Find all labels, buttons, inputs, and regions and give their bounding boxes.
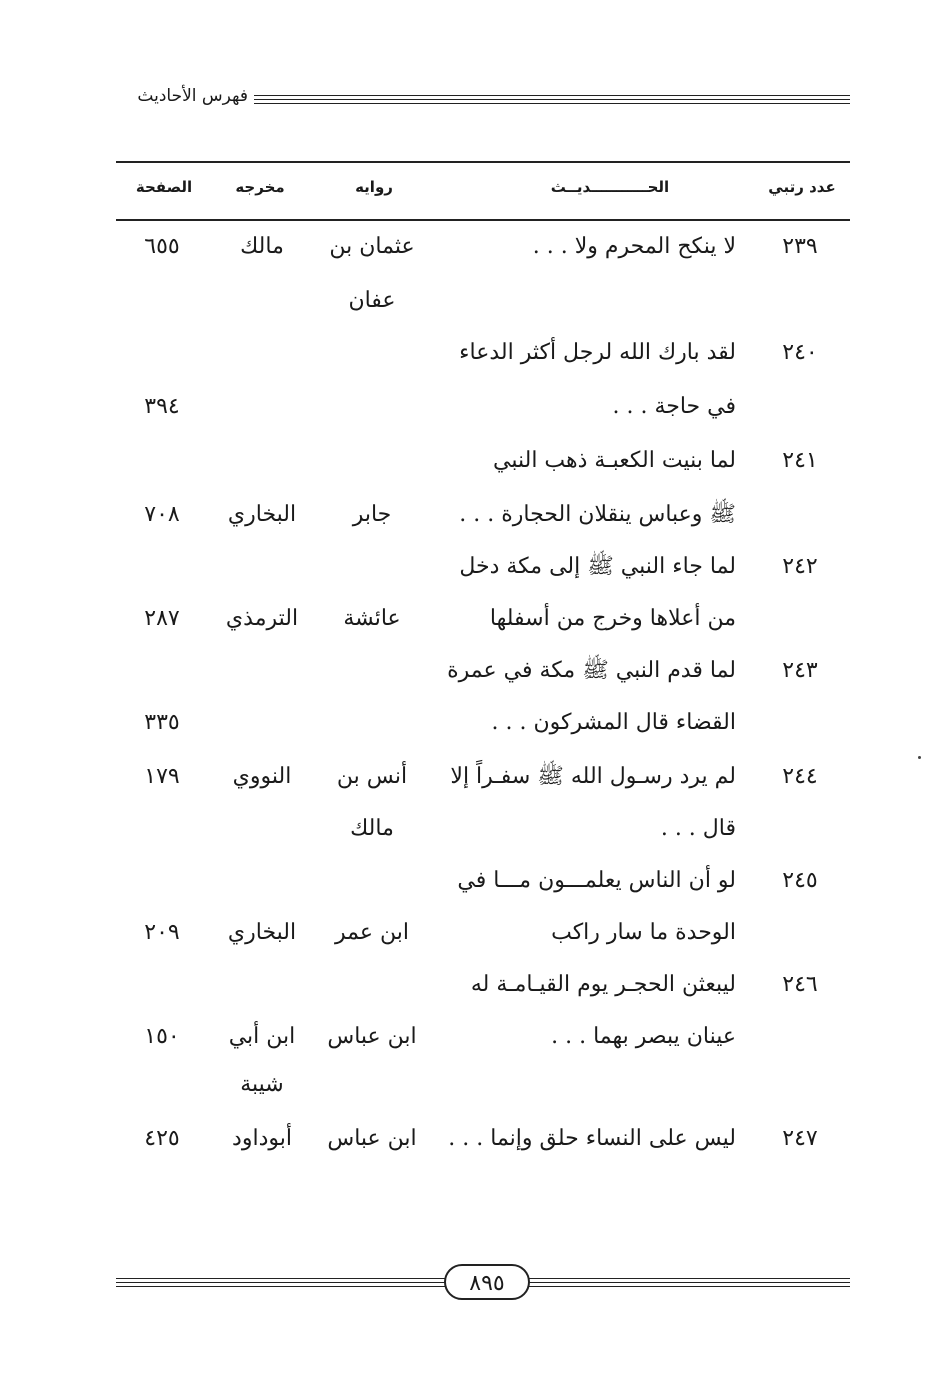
page-ref: ٧٠٨ bbox=[144, 502, 180, 527]
row-number: ٢٤٠ bbox=[782, 340, 818, 365]
col-header-narrator: روايه bbox=[355, 178, 393, 196]
narrator: ابن عمر bbox=[335, 920, 409, 945]
hadith-text-cont: من أعلاها وخرج من أسفلها bbox=[489, 606, 736, 631]
hadith-text: لو أن الناس يعلمـــون مـــا في bbox=[457, 868, 736, 893]
narrator: عائشة bbox=[343, 606, 401, 631]
hadith-text-cont: القضاء قال المشركون . . . bbox=[491, 710, 736, 735]
page-ref: ٢٠٩ bbox=[144, 920, 180, 945]
hadith-text: ليبعثن الحجـر يوم القيـامـة له bbox=[470, 972, 736, 997]
table-head-rule bbox=[116, 219, 850, 221]
hadith-text: لما بنيت الكعبـة ذهب النبي bbox=[493, 448, 736, 473]
row-number: ٢٣٩ bbox=[782, 234, 818, 259]
row-number: ٢٤٤ bbox=[782, 764, 818, 789]
table-top-rule bbox=[116, 161, 850, 163]
source: البخاري bbox=[227, 920, 297, 945]
hadith-text-cont: الوحدة ما سار راكب bbox=[551, 920, 736, 945]
narrator-cont: مالك bbox=[350, 816, 394, 841]
hadith-text: لما قدم النبي ﷺ مكة في عمرة bbox=[447, 658, 736, 683]
row-number: ٢٤٢ bbox=[782, 554, 818, 579]
row-number: ٢٤٧ bbox=[782, 1126, 818, 1151]
row-number: ٢٤٥ bbox=[782, 868, 818, 893]
narrator: ابن عباس bbox=[327, 1024, 417, 1049]
source: الترمذي bbox=[225, 606, 299, 631]
source: أبوداود bbox=[232, 1126, 292, 1151]
scan-speck bbox=[918, 756, 921, 759]
col-header-source: مخرجه bbox=[235, 178, 285, 196]
source: ابن أبي bbox=[228, 1024, 296, 1049]
running-title: فهرس الأحاديث bbox=[137, 86, 248, 106]
hadith-text: لا ينكح المحرم ولا . . . bbox=[532, 234, 736, 259]
row-number: ٢٤١ bbox=[782, 448, 818, 473]
page-ref: ١٧٩ bbox=[144, 764, 180, 789]
narrator: عثمان بن bbox=[329, 234, 415, 259]
hadith-text: ليس على النساء حلق وإنما . . . bbox=[448, 1126, 736, 1151]
page-ref: ٤٢٥ bbox=[144, 1126, 180, 1151]
page-number: ٨٩٥ bbox=[444, 1264, 530, 1300]
source-cont: شيبة bbox=[240, 1072, 284, 1097]
source: مالك bbox=[240, 234, 284, 259]
page-ref: ٦٥٥ bbox=[144, 234, 180, 259]
hadith-text-cont: في حاجة . . . bbox=[612, 394, 736, 419]
hadith-text: لم يرد رسـول الله ﷺ سفـراً إلا bbox=[450, 764, 736, 789]
narrator: أنس بن bbox=[336, 764, 408, 789]
narrator-cont: عفان bbox=[348, 288, 396, 313]
narrator: جابر bbox=[352, 502, 392, 527]
narrator: ابن عباس bbox=[327, 1126, 417, 1151]
col-header-hadith: الحـــــــــــديــث bbox=[550, 178, 670, 196]
row-number: ٢٤٦ bbox=[782, 972, 818, 997]
source: النووي bbox=[232, 764, 292, 789]
header-rule-3 bbox=[254, 103, 850, 104]
hadith-text-cont: عينان يبصر بهما . . . bbox=[551, 1024, 736, 1049]
col-header-page: الصفحة bbox=[135, 178, 193, 196]
hadith-text-cont: ﷺ وعباس ينقلان الحجارة . . . bbox=[459, 502, 736, 527]
header-rule-1 bbox=[254, 95, 850, 96]
page-ref: ٢٨٧ bbox=[144, 606, 180, 631]
row-number: ٢٤٣ bbox=[782, 658, 818, 683]
col-header-number: عدد رتبي bbox=[768, 178, 836, 196]
hadith-text: لما جاء النبي ﷺ إلى مكة دخل bbox=[459, 554, 736, 579]
header-rule-2 bbox=[254, 99, 850, 100]
page-ref: ٣٩٤ bbox=[144, 394, 180, 419]
hadith-text-cont: قال . . . bbox=[660, 816, 736, 841]
source: البخاري bbox=[227, 502, 297, 527]
page-ref: ٣٣٥ bbox=[144, 710, 180, 735]
page-ref: ١٥٠ bbox=[144, 1024, 180, 1049]
hadith-text: لقد بارك الله لرجل أكثر الدعاء bbox=[459, 340, 736, 365]
